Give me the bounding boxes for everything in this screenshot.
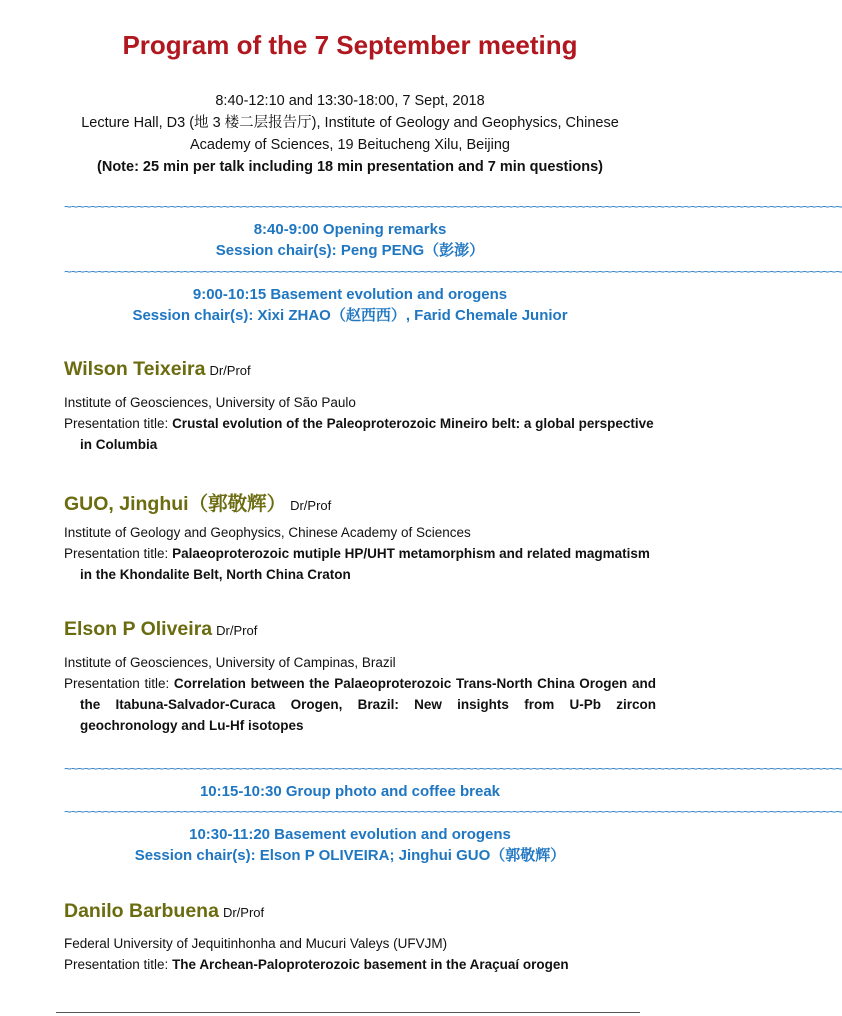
speaker-name-text: Elson P Oliveira [64,618,213,640]
speaker-name [64,618,257,641]
speaker-rank: Dr/Prof [209,363,251,378]
wave-divider: ~~~~~~~~~~~~~~~~~~~~~~~~~~~~~~~~~~~~~~~~~~~~~~~~~~~~~~~~~~~~~~~~~~~~~~~~~~~~~~~~~~~~~~~~~~~~~~~~~~~~~~~~~~~~~~~~~~~~~~ [64,761,842,776]
presentation-title-label: Presentation title: [64,957,173,972]
presentation-title-text: Crustal evolution of the Paleoproterozoic Mineiro belt: a global perspective in Columbia [80,416,654,452]
meeting-venue-line1: Lecture Hall, D3 (地 3 楼二层报告厅), Institute of Geology and Geophysics, Chinese [81,115,619,131]
speaker-rank: Dr/Prof [290,498,332,513]
speaker-name [64,358,251,381]
presentation-title-text: The Archean-Paloproterozoic basement in the Araçuaí orogen [172,957,569,972]
meeting-venue-line2: Academy of Sciences, 19 Beitucheng Xilu, Beijing [190,137,510,153]
session-break-time: 10:15-10:30 Group photo and coffee break [199,783,501,800]
presentation-title-label: Presentation title: [64,676,174,691]
meeting-note: (Note: 25 min per talk including 18 min presentation and 7 min questions) [97,159,603,175]
speaker-name-text: Danilo Barbuena [64,900,219,922]
page-bottom-divider [56,1012,640,1013]
wave-divider: ~~~~~~~~~~~~~~~~~~~~~~~~~~~~~~~~~~~~~~~~~~~~~~~~~~~~~~~~~~~~~~~~~~~~~~~~~~~~~~~~~~~~~~~~~~~~~~~~~~~~~~~~~~~~~~~~~~~~~~ [64,264,842,279]
session-1-time: 9:00-10:15 Basement evolution and orogens [192,286,508,303]
page-title: Program of the 7 September meeting [122,30,578,60]
session-1-chair: Session chair(s): Xixi ZHAO（赵西西）, Farid Chemale Junior [132,307,568,324]
meeting-info [0,90,700,178]
session-opening [0,219,700,261]
speaker-affiliation: Institute of Geosciences, University of São Paulo [64,395,356,410]
session-2-time: 10:30-11:20 Basement evolution and orogens [189,826,511,843]
speaker-affiliation: Institute of Geosciences, University of Campinas, Brazil [64,655,396,670]
session-2-chair: Session chair(s): Elson P OLIVEIRA; Jinghui GUO（郭敬辉） [134,847,566,864]
speaker-rank: Dr/Prof [216,623,258,638]
wave-divider: ~~~~~~~~~~~~~~~~~~~~~~~~~~~~~~~~~~~~~~~~~~~~~~~~~~~~~~~~~~~~~~~~~~~~~~~~~~~~~~~~~~~~~~~~~~~~~~~~~~~~~~~~~~~~~~~~~~~~~~ [64,804,842,819]
speaker-name-text: GUO, Jinghui（郭敬辉） [64,493,287,515]
speaker-affiliation: Institute of Geology and Geophysics, Chinese Academy of Sciences [64,525,471,540]
meeting-time: 8:40-12:10 and 13:30-18:00, 7 Sept, 2018 [215,93,485,109]
speaker-name [64,900,264,923]
speaker-name-text: Wilson Teixeira [64,358,206,380]
speaker-name [64,488,331,516]
session-opening-chair: Session chair(s): Peng PENG（彭澎） [215,242,485,259]
wave-divider: ~~~~~~~~~~~~~~~~~~~~~~~~~~~~~~~~~~~~~~~~~~~~~~~~~~~~~~~~~~~~~~~~~~~~~~~~~~~~~~~~~~~~~~~~~~~~~~~~~~~~~~~~~~~~~~~~~~~~~~ [64,199,842,214]
presentation-title [64,954,656,975]
presentation-title [64,413,656,455]
presentation-title-text: Correlation between the Palaeoproterozoic Trans-North China Orogen and the Itabuna-Salvador-Curaca Orogen, Brazil: New insights from U-Pb zircon geochronology and Lu-Hf isotopes [80,676,656,733]
speaker-rank: Dr/Prof [222,905,265,920]
session-1 [0,284,700,326]
presentation-title-text: Palaeoproterozoic mutiple HP/UHT metamorphism and related magmatism in the Khondalite Belt, North China Craton [80,546,650,582]
session-2 [0,824,700,866]
session-opening-time: 8:40-9:00 Opening remarks [253,221,447,238]
presentation-title [64,543,656,585]
presentation-title-label: Presentation title: [64,546,173,561]
speaker-affiliation: Federal University of Jequitinhonha and Mucuri Valeys (UFVJM) [64,936,448,951]
presentation-title-label: Presentation title: [64,416,173,431]
session-break [0,781,700,802]
presentation-title [64,673,656,736]
